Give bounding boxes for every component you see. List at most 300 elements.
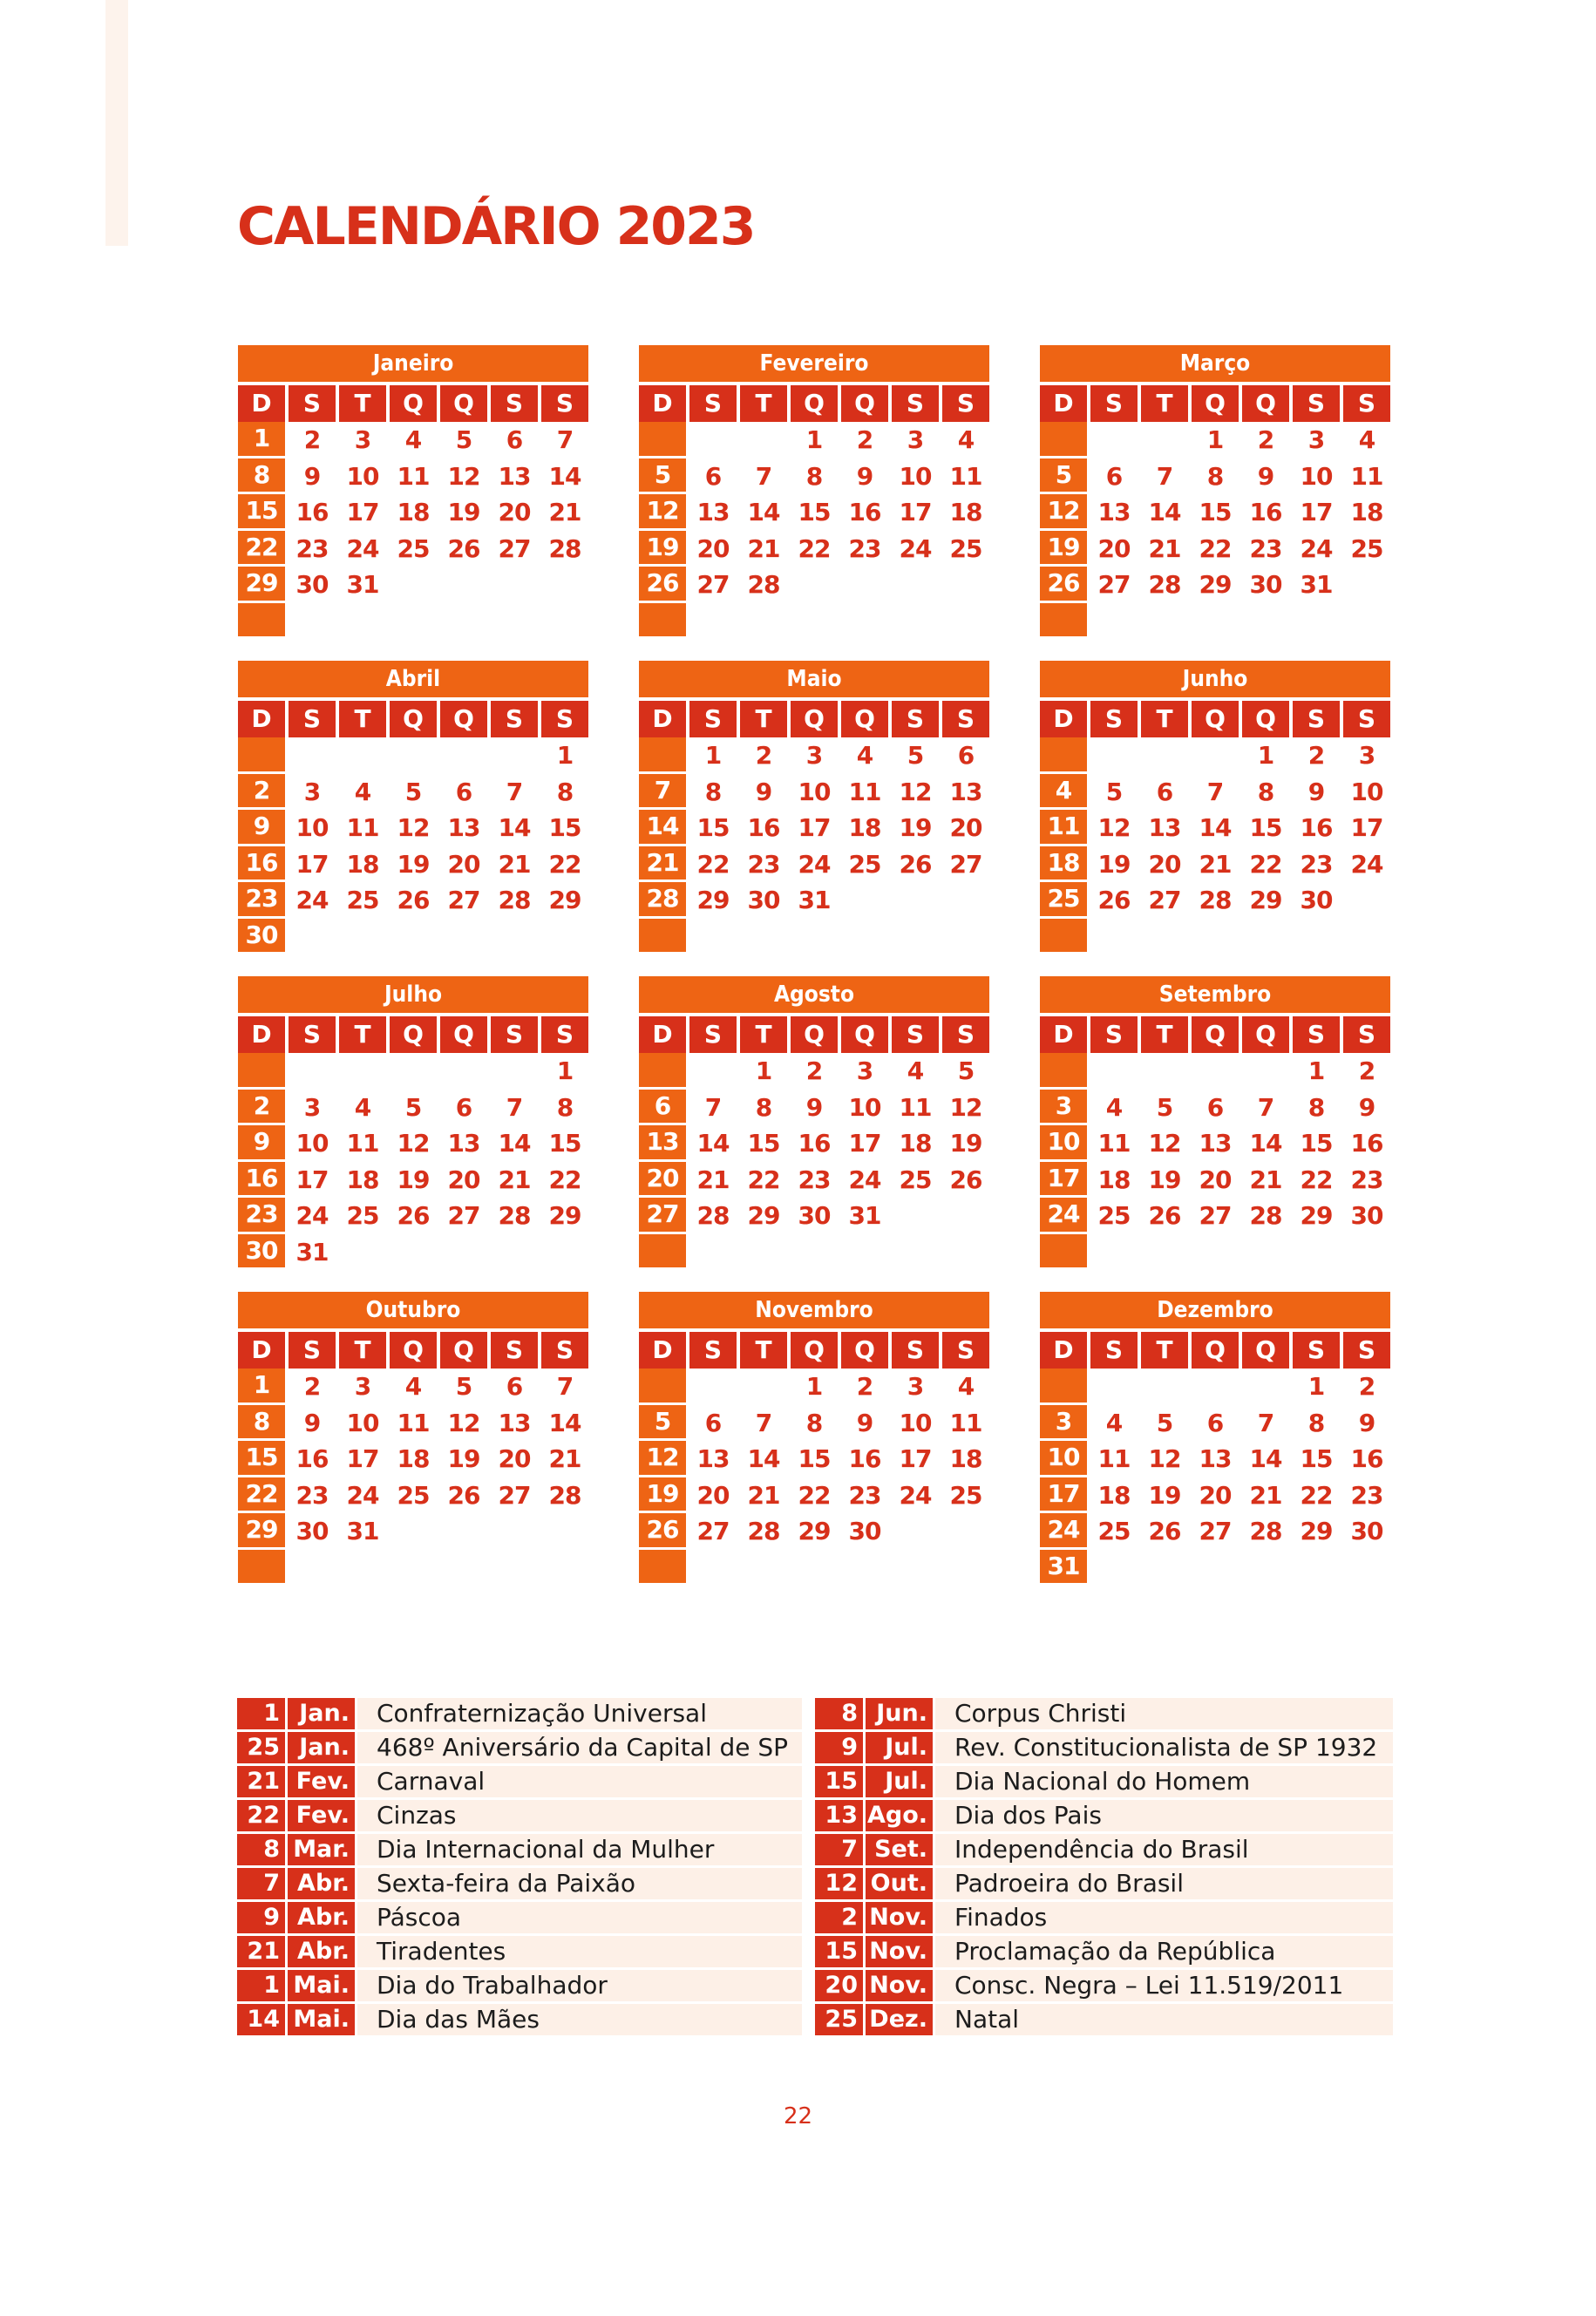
- weekday-label: Q: [390, 701, 437, 737]
- day-cell: 27: [1199, 1201, 1232, 1230]
- month-calendar: [639, 661, 989, 954]
- day-cell: 2: [805, 1056, 823, 1085]
- day-cell: 22: [696, 849, 730, 879]
- day-cell: 17: [848, 1129, 881, 1158]
- weekday-label: D: [639, 701, 686, 737]
- holiday-day: 15: [815, 1766, 863, 1797]
- day-cell: 11: [1097, 1129, 1131, 1158]
- weekday-label: D: [238, 1332, 285, 1369]
- day-cell: 7: [755, 1408, 772, 1437]
- sunday-cell: [1040, 919, 1087, 953]
- sunday-cell: 2: [238, 774, 285, 808]
- sunday-cell: [639, 737, 686, 771]
- day-cell: [740, 1369, 787, 1405]
- sunday-cell: [1040, 603, 1087, 637]
- day-cell: [541, 603, 588, 640]
- weekday-label: S: [541, 385, 588, 422]
- day-cell: [390, 567, 437, 603]
- holidays-column: [815, 1698, 1393, 2038]
- sunday-cell: 15: [238, 1441, 285, 1475]
- sunday-cell: 16: [238, 1162, 285, 1196]
- day-cell: [1293, 603, 1340, 640]
- day-cell: 24: [295, 1201, 329, 1230]
- weekday-label: D: [639, 385, 686, 422]
- holiday-day: 12: [815, 1868, 863, 1899]
- weekday-label: S: [491, 385, 538, 422]
- day-cell: 30: [295, 1517, 329, 1545]
- sunday-cell: 14: [639, 810, 686, 844]
- day-cell: [1141, 737, 1188, 774]
- weekday-label: T: [339, 385, 386, 422]
- day-cell: [689, 1369, 737, 1405]
- day-cell: [1242, 1234, 1289, 1271]
- holiday-name: Dia Internacional da Mulher: [357, 1834, 802, 1865]
- day-cell: [289, 1053, 336, 1090]
- day-cell: 6: [1156, 777, 1173, 806]
- day-cell: [289, 603, 336, 640]
- sunday-cell: [639, 603, 686, 637]
- days-grid: [639, 1369, 989, 1586]
- day-cell: 22: [548, 849, 581, 879]
- holiday-row: [237, 1936, 802, 1967]
- day-cell: 14: [548, 461, 581, 491]
- days-grid: [238, 1369, 588, 1586]
- holiday-day: 7: [815, 1834, 863, 1865]
- day-cell: 20: [1199, 1165, 1232, 1194]
- day-cell: 2: [856, 425, 873, 454]
- day-cell: 26: [1097, 886, 1131, 914]
- day-cell: [791, 567, 838, 603]
- day-cell: 20: [949, 813, 982, 842]
- day-cell: [440, 1550, 487, 1586]
- holiday-row: [815, 2004, 1393, 2035]
- weekday-label: Q: [791, 701, 838, 737]
- holiday-name: Padroeira do Brasil: [935, 1868, 1393, 1899]
- day-cell: 23: [848, 1480, 881, 1510]
- days-grid: [639, 737, 989, 954]
- day-cell: [541, 1234, 588, 1271]
- sunday-cell: 19: [1040, 531, 1087, 565]
- holiday-row: [815, 1698, 1393, 1729]
- day-cell: 25: [848, 849, 881, 879]
- day-cell: 27: [1097, 570, 1131, 599]
- day-cell: 1: [704, 741, 722, 770]
- day-cell: 1: [1307, 1056, 1325, 1085]
- day-cell: 3: [303, 777, 321, 806]
- day-cell: 3: [303, 1092, 321, 1122]
- holiday-month: Abr.: [288, 1902, 355, 1933]
- holiday-row: [237, 1766, 802, 1797]
- day-cell: 28: [498, 1201, 531, 1230]
- day-cell: [491, 1550, 538, 1586]
- day-cell: 29: [696, 886, 730, 914]
- weekday-label: T: [740, 701, 787, 737]
- day-cell: 15: [747, 1129, 780, 1158]
- weekday-label: Q: [390, 1016, 437, 1053]
- sunday-cell: 23: [238, 1198, 285, 1232]
- holiday-name: Confraternização Universal: [357, 1698, 802, 1729]
- day-cell: [841, 1234, 888, 1271]
- day-cell: [1293, 919, 1340, 955]
- day-cell: [289, 737, 336, 774]
- day-cell: [1192, 1550, 1239, 1586]
- day-cell: 28: [548, 1480, 581, 1510]
- weekday-label: Q: [841, 1332, 888, 1369]
- day-cell: 9: [1358, 1092, 1375, 1122]
- day-cell: 12: [1097, 813, 1131, 842]
- holiday-name: Consc. Negra – Lei 11.519/2011: [935, 1970, 1393, 2001]
- sunday-cell: 29: [238, 567, 285, 601]
- decorative-side-strip: [105, 0, 128, 246]
- day-cell: [689, 919, 737, 955]
- sunday-cell: [639, 422, 686, 456]
- day-cell: [1141, 1550, 1188, 1586]
- day-cell: 8: [805, 461, 823, 491]
- holiday-day: 9: [237, 1902, 285, 1933]
- day-cell: 14: [696, 1129, 730, 1158]
- sunday-cell: [238, 1053, 285, 1087]
- day-cell: 7: [506, 1092, 523, 1122]
- holiday-day: 20: [815, 1970, 863, 2001]
- day-cell: 22: [747, 1165, 780, 1194]
- day-cell: 16: [1350, 1444, 1383, 1473]
- day-cell: 19: [447, 1444, 480, 1473]
- page-title: CALENDÁRIO 2023: [237, 196, 755, 257]
- day-cell: 8: [805, 1408, 823, 1437]
- weekday-label: Q: [1192, 1332, 1239, 1369]
- weekday-label: Q: [440, 385, 487, 422]
- holiday-month: Mai.: [288, 1970, 355, 2001]
- month-calendar: [238, 976, 588, 1270]
- weekday-label: S: [491, 1332, 538, 1369]
- sunday-cell: 9: [238, 1125, 285, 1159]
- day-cell: 3: [907, 425, 924, 454]
- day-cell: 26: [899, 849, 932, 879]
- day-cell: 4: [957, 1372, 975, 1401]
- day-cell: 15: [1199, 498, 1232, 526]
- day-cell: [1242, 1053, 1289, 1090]
- sunday-cell: 22: [238, 531, 285, 565]
- day-cell: 30: [1350, 1201, 1383, 1230]
- weekday-header-row: [1040, 1332, 1390, 1369]
- weekday-label: Q: [1242, 701, 1289, 737]
- day-cell: 17: [899, 498, 932, 526]
- day-cell: 10: [1350, 777, 1383, 806]
- weekday-label: T: [740, 1332, 787, 1369]
- holiday-day: 8: [237, 1834, 285, 1865]
- weekday-label: S: [689, 1016, 737, 1053]
- day-cell: 9: [1358, 1408, 1375, 1437]
- day-cell: 12: [397, 813, 430, 842]
- day-cell: 9: [856, 1408, 873, 1437]
- weekday-label: S: [1293, 385, 1340, 422]
- day-cell: 13: [498, 1408, 531, 1437]
- day-cell: 24: [899, 1480, 932, 1510]
- holiday-day: 13: [815, 1800, 863, 1831]
- day-cell: 29: [548, 1201, 581, 1230]
- holiday-name: Tiradentes: [357, 1936, 802, 1967]
- day-cell: 12: [1148, 1444, 1181, 1473]
- day-cell: 18: [397, 1444, 430, 1473]
- holiday-day: 14: [237, 2004, 285, 2035]
- holiday-month: Ago.: [866, 1800, 933, 1831]
- day-cell: 24: [346, 533, 379, 563]
- day-cell: 31: [346, 1517, 379, 1545]
- day-cell: 12: [447, 461, 480, 491]
- sunday-cell: 10: [1040, 1125, 1087, 1159]
- holiday-row: [237, 1698, 802, 1729]
- day-cell: [791, 603, 838, 640]
- month-name: Novembro: [639, 1292, 989, 1328]
- sunday-cell: 28: [639, 882, 686, 916]
- day-cell: 14: [1148, 498, 1181, 526]
- day-cell: [1090, 1053, 1138, 1090]
- day-cell: 28: [1199, 886, 1232, 914]
- day-cell: 12: [397, 1129, 430, 1158]
- day-cell: 26: [397, 1201, 430, 1230]
- day-cell: [942, 567, 989, 603]
- sunday-cell: 5: [639, 458, 686, 492]
- day-cell: 27: [447, 1201, 480, 1230]
- holiday-month: Jul.: [866, 1732, 933, 1763]
- holiday-month: Mai.: [288, 2004, 355, 2035]
- holiday-day: 1: [237, 1698, 285, 1729]
- day-cell: 29: [1249, 886, 1282, 914]
- day-cell: 17: [346, 498, 379, 526]
- day-cell: 9: [856, 461, 873, 491]
- weekday-label: T: [1141, 1332, 1188, 1369]
- weekday-label: S: [1343, 1332, 1390, 1369]
- weekday-label: S: [289, 385, 336, 422]
- day-cell: 19: [1097, 849, 1131, 879]
- day-cell: [440, 737, 487, 774]
- weekday-label: S: [1293, 1332, 1340, 1369]
- day-cell: 13: [696, 498, 730, 526]
- day-cell: 18: [397, 498, 430, 526]
- day-cell: 3: [354, 1372, 371, 1401]
- day-cell: 3: [354, 425, 371, 454]
- day-cell: 19: [447, 498, 480, 526]
- sunday-cell: [1040, 1234, 1087, 1268]
- day-cell: 1: [1307, 1372, 1325, 1401]
- day-cell: 15: [1300, 1129, 1333, 1158]
- days-grid: [639, 422, 989, 639]
- holiday-name: Rev. Constitucionalista de SP 1932: [935, 1732, 1393, 1763]
- weekday-label: S: [1090, 701, 1138, 737]
- day-cell: 4: [856, 741, 873, 770]
- day-cell: [689, 422, 737, 458]
- day-cell: 30: [1350, 1517, 1383, 1545]
- weekday-label: T: [339, 1332, 386, 1369]
- month-name: Setembro: [1040, 976, 1390, 1013]
- day-cell: 7: [1257, 1408, 1274, 1437]
- day-cell: [390, 919, 437, 955]
- holiday-row: [237, 1732, 802, 1763]
- days-grid: [639, 1053, 989, 1270]
- day-cell: 2: [856, 1372, 873, 1401]
- day-cell: 11: [397, 1408, 430, 1437]
- day-cell: [339, 737, 386, 774]
- weekday-label: S: [1343, 385, 1390, 422]
- day-cell: [892, 567, 939, 603]
- sunday-cell: 20: [639, 1162, 686, 1196]
- day-cell: 20: [1097, 533, 1131, 563]
- day-cell: 5: [404, 1092, 422, 1122]
- holiday-month: Abr.: [288, 1936, 355, 1967]
- holiday-row: [237, 1970, 802, 2001]
- day-cell: [1141, 603, 1188, 640]
- day-cell: 3: [1358, 741, 1375, 770]
- month-name: Abril: [238, 661, 588, 697]
- holiday-row: [815, 1766, 1393, 1797]
- day-cell: 27: [498, 533, 531, 563]
- day-cell: 24: [295, 886, 329, 914]
- weekday-header-row: [238, 385, 588, 422]
- day-cell: 4: [1105, 1092, 1123, 1122]
- day-cell: 11: [1350, 461, 1383, 491]
- day-cell: [541, 919, 588, 955]
- holiday-day: 1: [237, 1970, 285, 2001]
- day-cell: 23: [1249, 533, 1282, 563]
- day-cell: 19: [1148, 1165, 1181, 1194]
- day-cell: 17: [798, 813, 831, 842]
- sunday-cell: 17: [1040, 1477, 1087, 1511]
- day-cell: 18: [346, 1165, 379, 1194]
- day-cell: [390, 737, 437, 774]
- day-cell: 24: [346, 1480, 379, 1510]
- day-cell: 20: [1199, 1480, 1232, 1510]
- day-cell: 6: [1206, 1092, 1224, 1122]
- holiday-month: Out.: [866, 1868, 933, 1899]
- day-cell: 6: [455, 777, 472, 806]
- day-cell: 2: [1358, 1056, 1375, 1085]
- sunday-cell: 17: [1040, 1162, 1087, 1196]
- day-cell: [1090, 603, 1138, 640]
- day-cell: 12: [949, 1092, 982, 1122]
- weekday-label: S: [689, 1332, 737, 1369]
- sunday-cell: [639, 1369, 686, 1403]
- sunday-cell: [1040, 422, 1087, 456]
- weekday-label: Q: [1242, 1332, 1289, 1369]
- holiday-name: Dia dos Pais: [935, 1800, 1393, 1831]
- weekday-label: D: [238, 385, 285, 422]
- day-cell: [1192, 919, 1239, 955]
- day-cell: [1090, 1550, 1138, 1586]
- day-cell: 8: [1257, 777, 1274, 806]
- sunday-cell: 31: [1040, 1550, 1087, 1584]
- day-cell: 18: [899, 1129, 932, 1158]
- weekday-label: D: [1040, 1016, 1087, 1053]
- day-cell: 28: [1148, 570, 1181, 599]
- day-cell: 21: [548, 1444, 581, 1473]
- day-cell: 22: [1300, 1480, 1333, 1510]
- day-cell: [1090, 422, 1138, 458]
- day-cell: [1141, 1369, 1188, 1405]
- holiday-name: Carnaval: [357, 1766, 802, 1797]
- day-cell: 25: [1097, 1517, 1131, 1545]
- day-cell: 26: [447, 1480, 480, 1510]
- day-cell: 11: [848, 777, 881, 806]
- day-cell: 4: [1358, 425, 1375, 454]
- day-cell: 29: [1300, 1517, 1333, 1545]
- holiday-name: Natal: [935, 2004, 1393, 2035]
- day-cell: [491, 919, 538, 955]
- day-cell: [689, 603, 737, 640]
- day-cell: [339, 1053, 386, 1090]
- weekday-label: D: [1040, 701, 1087, 737]
- sunday-cell: 19: [639, 531, 686, 565]
- day-cell: 28: [1249, 1517, 1282, 1545]
- weekday-label: T: [339, 1016, 386, 1053]
- holiday-day: 8: [815, 1698, 863, 1729]
- day-cell: 16: [1300, 813, 1333, 842]
- sunday-cell: 21: [639, 846, 686, 880]
- day-cell: 25: [949, 533, 982, 563]
- day-cell: 5: [957, 1056, 975, 1085]
- day-cell: [942, 603, 989, 640]
- holiday-month: Dez.: [866, 2004, 933, 2035]
- sunday-cell: 13: [639, 1125, 686, 1159]
- day-cell: [740, 1550, 787, 1586]
- day-cell: 31: [346, 570, 379, 599]
- holiday-name: Dia das Mães: [357, 2004, 802, 2035]
- weekday-label: S: [491, 1016, 538, 1053]
- weekday-label: Q: [1242, 1016, 1289, 1053]
- weekday-label: S: [1343, 701, 1390, 737]
- day-cell: [289, 919, 336, 955]
- holiday-name: 468º Aniversário da Capital de SP: [357, 1732, 802, 1763]
- holiday-month: Nov.: [866, 1970, 933, 2001]
- day-cell: [491, 737, 538, 774]
- day-cell: 17: [346, 1444, 379, 1473]
- day-cell: 13: [1199, 1444, 1232, 1473]
- weekday-label: S: [942, 701, 989, 737]
- day-cell: 30: [747, 886, 780, 914]
- sunday-cell: 26: [1040, 567, 1087, 601]
- day-cell: 31: [798, 886, 831, 914]
- day-cell: 23: [1350, 1480, 1383, 1510]
- day-cell: 16: [747, 813, 780, 842]
- day-cell: [740, 422, 787, 458]
- day-cell: 4: [404, 1372, 422, 1401]
- day-cell: 4: [354, 1092, 371, 1122]
- sunday-cell: [238, 1550, 285, 1584]
- day-cell: 6: [704, 461, 722, 491]
- day-cell: 24: [1350, 849, 1383, 879]
- day-cell: 7: [1156, 461, 1173, 491]
- day-cell: [1242, 1369, 1289, 1405]
- weekday-label: T: [339, 701, 386, 737]
- day-cell: 25: [949, 1480, 982, 1510]
- sunday-cell: 19: [639, 1477, 686, 1511]
- day-cell: [1343, 882, 1390, 919]
- holiday-row: [237, 1800, 802, 1831]
- weekday-label: Q: [1192, 1016, 1239, 1053]
- sunday-cell: 5: [639, 1405, 686, 1439]
- day-cell: [892, 1513, 939, 1550]
- day-cell: 17: [1350, 813, 1383, 842]
- day-cell: 25: [397, 533, 430, 563]
- month-calendar: [639, 345, 989, 639]
- day-cell: 16: [295, 498, 329, 526]
- day-cell: 8: [556, 777, 574, 806]
- day-cell: 20: [696, 533, 730, 563]
- holiday-row: [815, 1936, 1393, 1967]
- day-cell: [841, 882, 888, 919]
- holiday-month: Set.: [866, 1834, 933, 1865]
- day-cell: 22: [1249, 849, 1282, 879]
- day-cell: 10: [1300, 461, 1333, 491]
